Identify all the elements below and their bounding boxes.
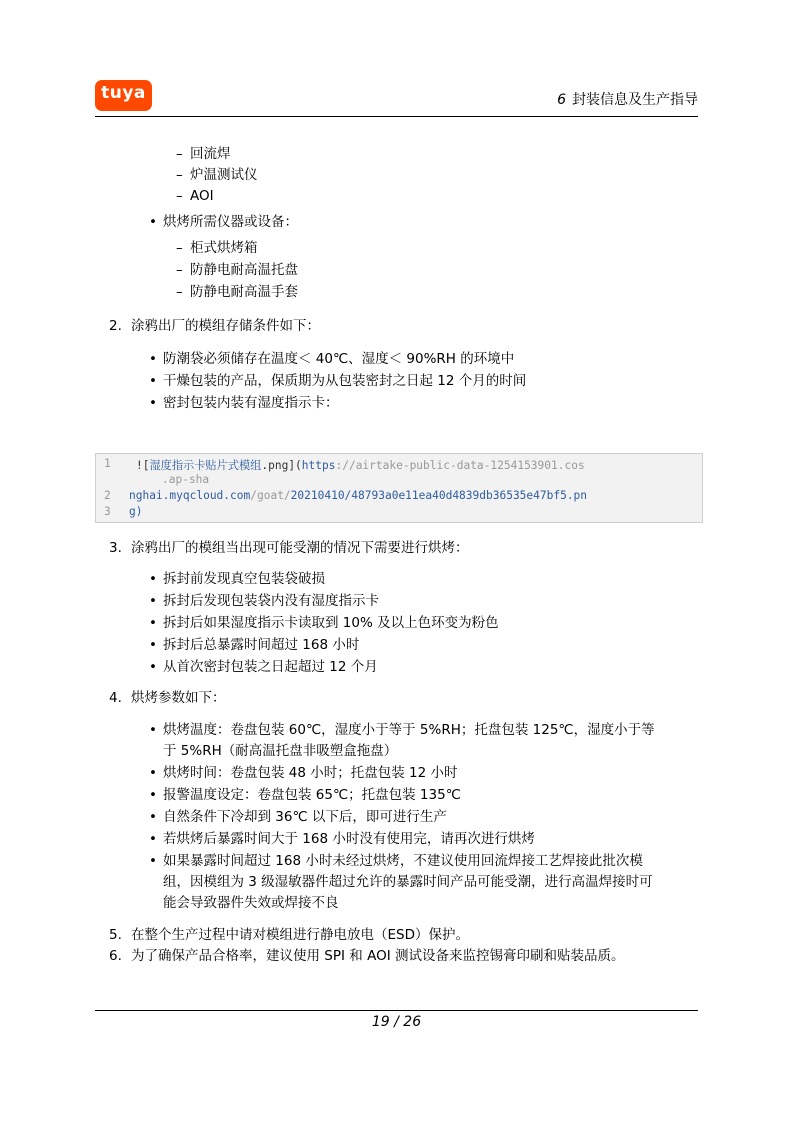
item-number: 2. <box>109 318 122 334</box>
item-text: 涂鸦出厂的模组存储条件如下： <box>131 318 320 334</box>
list-item: • 干燥包装的产品，保质期为从包装密封之日起 12 个月的时间 <box>163 371 526 391</box>
tuya-logo <box>95 80 152 111</box>
list-item: • 密封包装内装有湿度指示卡： <box>163 393 339 413</box>
code-line: g) <box>129 505 143 518</box>
numbered-item-5 <box>109 925 469 945</box>
list-item: – 防静电耐高温手套 <box>190 282 298 302</box>
list-item: – 防静电耐高温托盘 <box>190 260 298 280</box>
code-line-number: 1 <box>104 457 111 470</box>
list-item: – 回流焊 <box>190 144 231 164</box>
list-item: • 烘烤时间：卷盘包装 48 小时；托盘包装 12 小时 <box>163 763 458 783</box>
code-line-number: 3 <box>104 505 111 518</box>
item-text: 涂鸦出厂的模组当出现可能受潮的情况下需要进行烘烤： <box>131 540 469 556</box>
code-line: ![湿度指示卡贴片式模组.png](https://airtake-public-data-1254153901.cos <box>136 459 585 472</box>
list-item: – 炉温测试仪 <box>190 165 258 185</box>
list-item-continued: 能会导致器件失效或焊接不良 <box>163 895 339 911</box>
code-line-wrap: .ap-sha <box>162 473 210 486</box>
page-number: 19 / 26 <box>371 1014 422 1030</box>
item-text: 在整个生产过程中请对模组进行静电放电（ESD）保护。 <box>131 927 469 943</box>
numbered-item-6 <box>109 946 625 966</box>
list-item: – 柜式烘烤箱 <box>190 238 258 258</box>
numbered-item-4 <box>109 688 226 708</box>
list-item-continued: 组，因模组为 3 级湿敏器件超过允许的暴露时间产品可能受潮，进行高温焊接时可 <box>163 874 653 890</box>
list-item: • 从首次密封包装之日起超过 12 个月 <box>163 657 378 677</box>
list-item: • 烘烤温度：卷盘包装 60℃，湿度小于等于 5%RH；托盘包装 125℃，湿度小于等 <box>163 720 655 740</box>
item-text: 烘烤参数如下： <box>131 690 226 706</box>
list-item: • 拆封后发现包装袋内没有湿度指示卡 <box>163 591 379 611</box>
section-number: 6 <box>557 92 566 108</box>
list-item-continued: 于 5%RH（耐高温托盘非吸塑盒拖盘） <box>163 743 398 759</box>
item-number: 4. <box>109 690 122 706</box>
section-header <box>557 89 698 109</box>
logo-text: tuya <box>101 83 146 103</box>
code-block <box>95 453 703 523</box>
item-number: 5. <box>109 927 122 943</box>
list-item: • 拆封前发现真空包装袋破损 <box>163 569 325 589</box>
list-item: • 自然条件下冷却到 36℃ 以下后，即可进行生产 <box>163 807 447 827</box>
header-divider <box>95 116 698 117</box>
list-item: • 若烘烤后暴露时间大于 168 小时没有使用完，请再次进行烘烤 <box>163 829 535 849</box>
list-item: • 报警温度设定：卷盘包装 65℃；托盘包装 135℃ <box>163 785 461 805</box>
item-text: 为了确保产品合格率，建议使用 SPI 和 AOI 测试设备来监控锡膏印刷和贴装品质。 <box>131 948 625 964</box>
list-item: – AOI <box>190 186 214 206</box>
numbered-item-3 <box>109 538 469 558</box>
numbered-item-2 <box>109 316 320 336</box>
section-title: 封装信息及生产指导 <box>572 92 698 108</box>
list-item: • 防潮袋必须储存在温度＜ 40℃、湿度＜ 90%RH 的环境中 <box>163 349 514 369</box>
list-item: • 烘烤所需仪器或设备： <box>163 212 298 232</box>
code-line: nghai.myqcloud.com/goat/20210410/48793a0e11ea40d4839db36535e47bf5.pn <box>129 489 588 502</box>
list-item: • 拆封后如果湿度指示卡读取到 10% 及以上色环变为粉色 <box>163 613 499 633</box>
list-item: • 拆封后总暴露时间超过 168 小时 <box>163 635 359 655</box>
code-line-number: 2 <box>104 489 111 502</box>
list-item: • 如果暴露时间超过 168 小时未经过烘烤，不建议使用回流焊接工艺焊接此批次模 <box>163 851 643 871</box>
item-number: 6. <box>109 948 122 964</box>
item-number: 3. <box>109 540 122 556</box>
footer-divider <box>95 1010 698 1011</box>
